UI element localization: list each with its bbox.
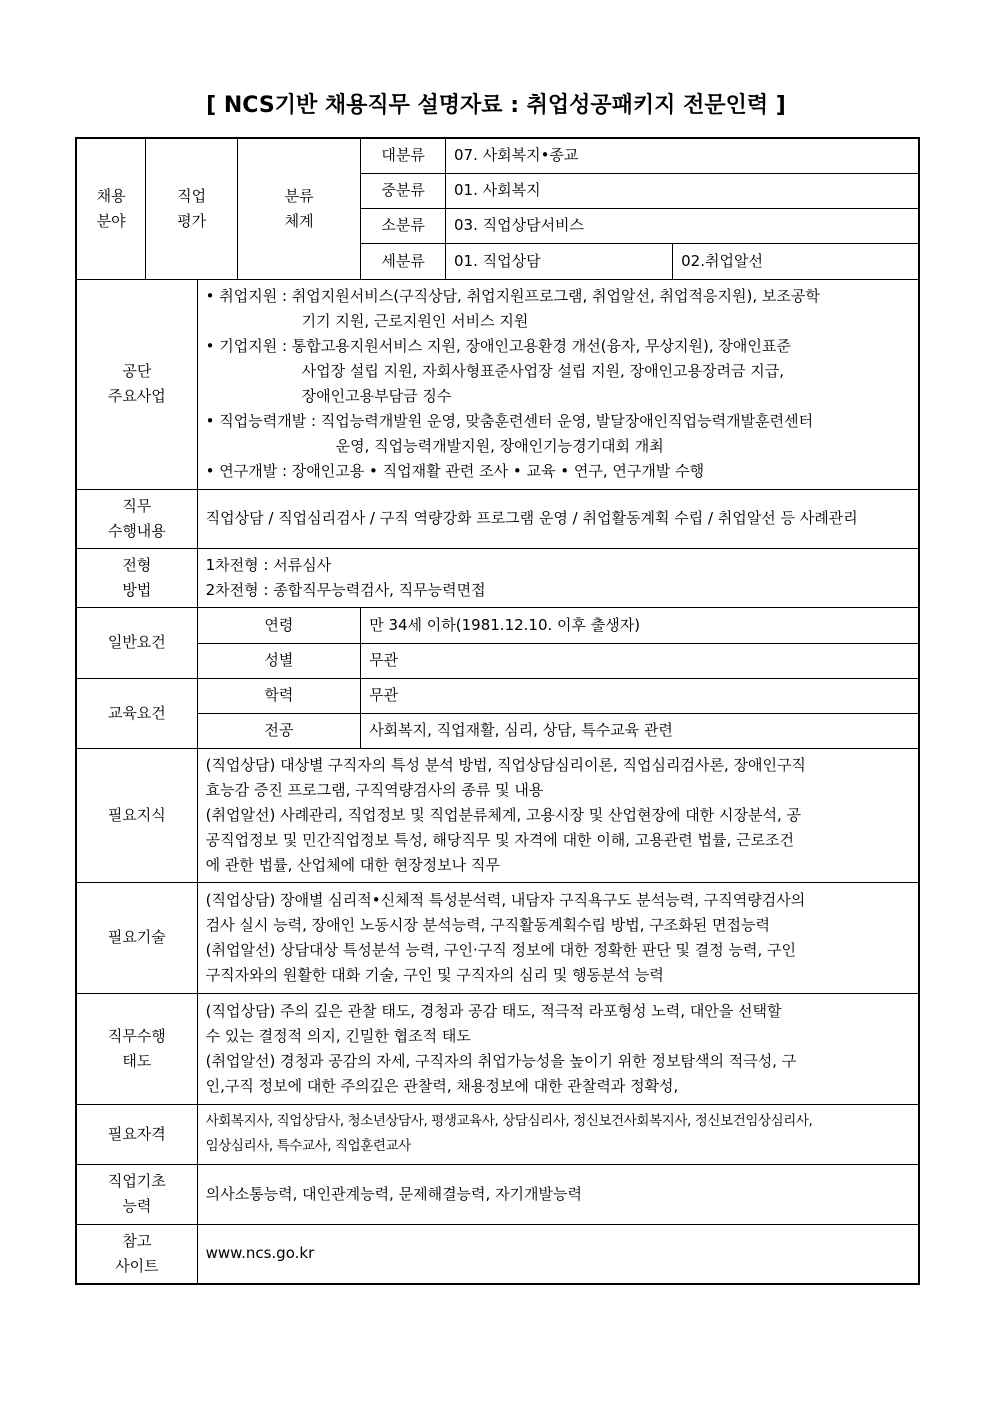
middle-category-value: 01. 사회복지 xyxy=(445,173,919,208)
age-label: 연령 xyxy=(197,607,361,643)
gender-value: 무관 xyxy=(361,643,919,678)
reference-site-link[interactable]: www.ncs.go.kr xyxy=(197,1224,919,1284)
skills-label: 필요기술 xyxy=(76,882,197,993)
sub-category-label: 세분류 xyxy=(361,243,446,279)
attitude-value: (직업상담) 주의 깊은 관찰 태도, 경청과 공감 태도, 적극적 라포형성 노력, 대안을 선택할 수 있는 결정적 의지, 긴밀한 협조적 태도 (취업알선) 경청과 공감의 자세, 구직자의 취업가능성을 높이기 위한 정보탐색의 적극성, 구 인,구직 정보에 대한 주의깊은 관찰력, 채용정보에 대한 관찰력과 정확성, xyxy=(197,993,919,1104)
business-item-training: • 직업능력개발 : 직업능력개발원 운영, 맞춤훈련센터 운영, 발달장애인직업능력개발훈련센터 xyxy=(205,412,814,430)
business-item-research: • 연구개발 : 장애인고용 • 직업재활 관련 조사 • 교육 • 연구, 연구개발 수행 xyxy=(205,462,705,480)
duty-label: 직무 수행내용 xyxy=(76,489,197,548)
sub-category-value-1: 01. 직업상담 xyxy=(445,243,672,279)
major-category-label: 대분류 xyxy=(361,138,446,173)
middle-category-label: 중분류 xyxy=(361,173,446,208)
attitude-label: 직무수행 태도 xyxy=(76,993,197,1104)
major-category-value: 07. 사회복지•종교 xyxy=(445,138,919,173)
selection-label: 전형 방법 xyxy=(76,548,197,607)
general-requirements-label: 일반요건 xyxy=(76,607,197,678)
age-value: 만 34세 이하(1981.12.10. 이후 출생자) xyxy=(361,607,919,643)
job-label: 직업 평가 xyxy=(146,138,238,279)
field-label: 채용 분야 xyxy=(76,138,146,279)
knowledge-label: 필요지식 xyxy=(76,748,197,882)
minor-category-value: 03. 직업상담서비스 xyxy=(445,208,919,243)
degree-label: 학력 xyxy=(197,678,361,713)
reference-site-label: 참고 사이트 xyxy=(76,1224,197,1284)
duty-value: 직업상담 / 직업심리검사 / 구직 역량강화 프로그램 운영 / 취업활동계획 수립 / 취업알선 등 사례관리 xyxy=(197,489,919,548)
basic-competency-label: 직업기초 능력 xyxy=(76,1164,197,1224)
business-item-employment: • 취업지원 : 취업지원서비스(구직상담, 취업지원프로그램, 취업알선, 취업적응지원), 보조공학 xyxy=(205,287,820,305)
job-description-table xyxy=(75,137,920,1285)
certs-label: 필요자격 xyxy=(76,1104,197,1164)
education-requirements-label: 교육요건 xyxy=(76,678,197,748)
knowledge-value: (직업상담) 대상별 구직자의 특성 분석 방법, 직업상담심리이론, 직업심리검사론, 장애인구직 효능감 증진 프로그램, 구직역량검사의 종류 및 내용 (취업알선) 사례관리, 직업정보 및 직업분류체계, 고용시장 및 산업현장에 대한 시장분석, 공 공직업정보 및 민간직업정보 특성, 해당직무 및 자격에 대한 이해, 고용관련 법률, 근로조건 에 관한 법률, 산업체에 대한 현장정보나 직무 xyxy=(197,748,919,882)
gender-label: 성별 xyxy=(197,643,361,678)
minor-category-label: 소분류 xyxy=(361,208,446,243)
basic-competency-value: 의사소통능력, 대인관계능력, 문제해결능력, 자기개발능력 xyxy=(197,1164,919,1224)
sub-category-value-2: 02.취업알선 xyxy=(673,243,919,279)
page-title: [ NCS기반 채용직무 설명자료 : 취업성공패키지 전문인력 ] xyxy=(206,93,786,118)
certs-value: 사회복지사, 직업상담사, 청소년상담사, 평생교육사, 상담심리사, 정신보건사회복지사, 정신보건임상심리사, 임상심리사, 특수교사, 직업훈련교사 xyxy=(197,1104,919,1164)
major-label: 전공 xyxy=(197,713,361,748)
selection-value: 1차전형 : 서류심사 2차전형 : 종합직무능력검사, 직무능력면접 xyxy=(197,548,919,607)
business-item-enterprise: • 기업지원 : 통합고용지원서비스 지원, 장애인고용환경 개선(융자, 무상지원), 장애인표준 xyxy=(205,337,791,355)
skills-value: (직업상담) 장애별 심리적•신체적 특성분석력, 내담자 구직욕구도 분석능력, 구직역량검사의 검사 실시 능력, 장애인 노동시장 분석능력, 구직활동계획수립 방법, 구조화된 면접능력 (취업알선) 상담대상 특성분석 능력, 구인·구직 정보에 대한 정확한 판단 및 결정 능력, 구인 구직자와의 원활한 대화 기술, 구인 및 구직자의 심리 및 행동분석 능력 xyxy=(197,882,919,993)
degree-value: 무관 xyxy=(361,678,919,713)
major-value: 사회복지, 직업재활, 심리, 상담, 특수교육 관련 xyxy=(361,713,919,748)
classification-label: 분류 체계 xyxy=(238,138,361,279)
business-label: 공단 주요사업 xyxy=(76,279,197,489)
business-content: • 취업지원 : 취업지원서비스(구직상담, 취업지원프로그램, 취업알선, 취업적응지원), 보조공학 기기 지원, 근로지원인 서비스 지원 • 기업지원 : 통합고용지원서비스 지원, 장애인고용환경 개선(융자, 무상지원), 장애인표준 사업장 설립 지원, 자회사형표준사업장 설립 지원, 장애인고용장려금 지급, 장애인고용부담금 징수 • 직업능력개발 : 직업능력개발원 운영, 맞춤훈련센터 운영, 발달장애인직업능력개발훈련센터 운영, 직업능력개발지원, 장애인기능경기대회 개최 • 연구개발 : 장애인고용 • 직업재활 관련 조사 • 교육 • 연구, 연구개발 수행 xyxy=(197,279,919,489)
